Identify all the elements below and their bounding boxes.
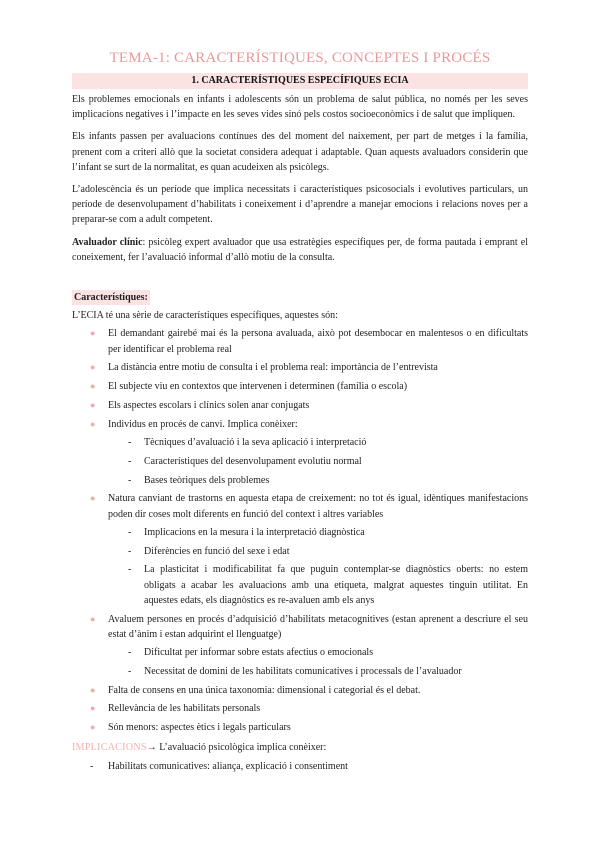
sub-list-item-text: Característiques del desenvolupament evolutiu normal [144,455,362,467]
dash-icon: - [90,760,94,772]
list-item [72,417,528,488]
dash-icon: - [128,526,132,538]
list-item-text: La distància entre motiu de consulta i el problema real: importància de l’entrevista [108,362,438,374]
characteristics-heading: Característiques: [72,290,150,305]
bullet-icon: ● [90,328,96,339]
list-item-text: Falta de consens en una única taxonomia: dimensional i categorial és el debat. [108,684,421,696]
bullet-icon: ● [90,613,96,624]
sub-list-item [108,562,528,608]
characteristics-heading-row [72,290,528,305]
definition-term: Avaluador clínic [72,236,143,248]
sub-list-item-text: Diferències en funció del sexe i edat [144,545,290,557]
implications-row [72,740,528,755]
list-item-text: Natura canviant de trastorns en aquesta etapa de creixement: no tot és igual, idèntiques manifestacions poden dir coses molt diferents en funció del context i altres variables [108,493,528,520]
list-item [72,683,528,698]
sub-list-item-text: Necessitat de domini de les habilitats comunicatives i processals de l’avaluador [144,665,462,677]
dash-icon: - [128,647,132,659]
list-item [72,701,528,716]
sub-list-item [108,544,528,559]
bullet-icon: ● [90,684,96,695]
arrow-icon: → [146,742,157,754]
sub-list-item [108,525,528,540]
paragraph: L’adolescència és un període que implica necessitats i característiques psicosocials i evolutives particulars, un període de desenvolupament d’habilitats i coneixement i d’aprendre a manejar emocions i relacions noves per a preparar-se com a adult competent. [72,184,528,226]
sub-list [108,435,528,488]
list-item-text: Els aspectes escolars i clínics solen anar conjugats [108,400,310,412]
list-item [72,360,528,375]
section-heading: 1. CARACTERÍSTIQUES ESPECÍFIQUES ECIA [72,73,528,89]
sub-list-item-text: La plasticitat i modificabilitat fa que puguin contemplar-se diagnòstics oberts: no estem obligats a acabar les avaluacions amb una etiqueta, malgrat aquestes tinguin utilitat. En aquestes edats, els diagnòstics es re-avaluen amb els anys [144,564,528,606]
characteristics-intro: L’ECIA té una sèrie de característiques específiques, aquestes són: [72,310,338,322]
sub-list [108,645,528,679]
sub-list-item [108,435,528,450]
page-title: TEMA-1: CARACTERÍSTIQUES, CONCEPTES I PROCÉS [109,50,491,66]
dash-icon: - [128,564,132,576]
list-item [72,379,528,394]
bullet-icon: ● [90,418,96,429]
dash-icon: - [128,474,132,486]
list-item [72,491,528,608]
sub-list [108,525,528,608]
bullet-icon: ● [90,722,96,733]
bullet-icon: ● [90,400,96,411]
dash-icon: - [128,665,132,677]
implications-label: IMPLICACIONS [72,742,147,754]
list-item [72,759,528,774]
paragraph: Els problemes emocionals en infants i adolescents són un problema de salut pública, no només per les seves implicacions negatives i l’impacte en les seves vides sinó pels costos socioeconòmics i de salut que impliquen. [72,94,528,121]
list-item-text: El subjecte viu en contextos que intervenen i determinen (família o escola) [108,381,408,393]
sub-list-item [108,664,528,679]
characteristics-list [72,326,528,735]
list-item-text: El demandant gairebé mai és la persona avaluada, això pot desembocar en malentesos o en dificultats per identificar el problema real [108,328,528,355]
list-item-text: Rellevància de les habilitats personals [108,703,261,715]
dash-icon: - [128,545,132,557]
paragraph: Els infants passen per avaluacions contínues des del moment del naixement, per part de metges i la família, prenent com a criteri allò que la societat considera adequat i adaptable. Quan aquests avaluadors considerin que l’infant se surt de la normalitat, es quan acudeixen als psicòlegs. [72,131,528,173]
dash-icon: - [128,455,132,467]
list-item-text: Són menors: aspectes ètics i legals particulars [108,722,291,734]
document-body [72,92,528,774]
bullet-icon: ● [90,362,96,373]
bullet-icon: ● [90,493,96,504]
list-item [72,398,528,413]
list-item-text: Habilitats comunicatives: aliança, explicació i consentiment [108,760,348,772]
definition-paragraph [72,235,528,265]
bullet-icon: ● [90,381,96,392]
list-item [72,326,528,356]
list-item [72,720,528,735]
sub-list-item [108,473,528,488]
sub-list-item-text: Dificultat per informar sobre estats afectius o emocionals [144,647,374,659]
implications-text: L’avaluació psicològica implica conèixer: [156,742,327,754]
sub-list-item [108,454,528,469]
list-item-text: Avaluem persones en procés d’adquisició d’habilitats metacognitives (estan aprenent a descriure el seu estat d’ànim i estan adquirint el llenguatge) [108,613,528,640]
bullet-icon: ● [90,703,96,714]
sub-list-item [108,645,528,660]
implications-list [72,759,528,774]
dash-icon: - [128,437,132,449]
definition-text: : psicòleg expert avaluador que usa estratègies específiques per, de forma pautada i emprant el coneixement, fer l’avaluació informal d’allò motiu de la consulta. [72,236,528,263]
list-item [72,612,528,679]
sub-list-item-text: Bases teòriques dels problemes [144,474,270,486]
sub-list-item-text: Implicacions en la mesura i la interpretació diagnòstica [144,526,365,538]
list-item-text: Individus en procés de canvi. Implica conèixer: [108,418,298,430]
sub-list-item-text: Tècniques d’avaluació i la seva aplicació i interpretació [144,437,367,449]
